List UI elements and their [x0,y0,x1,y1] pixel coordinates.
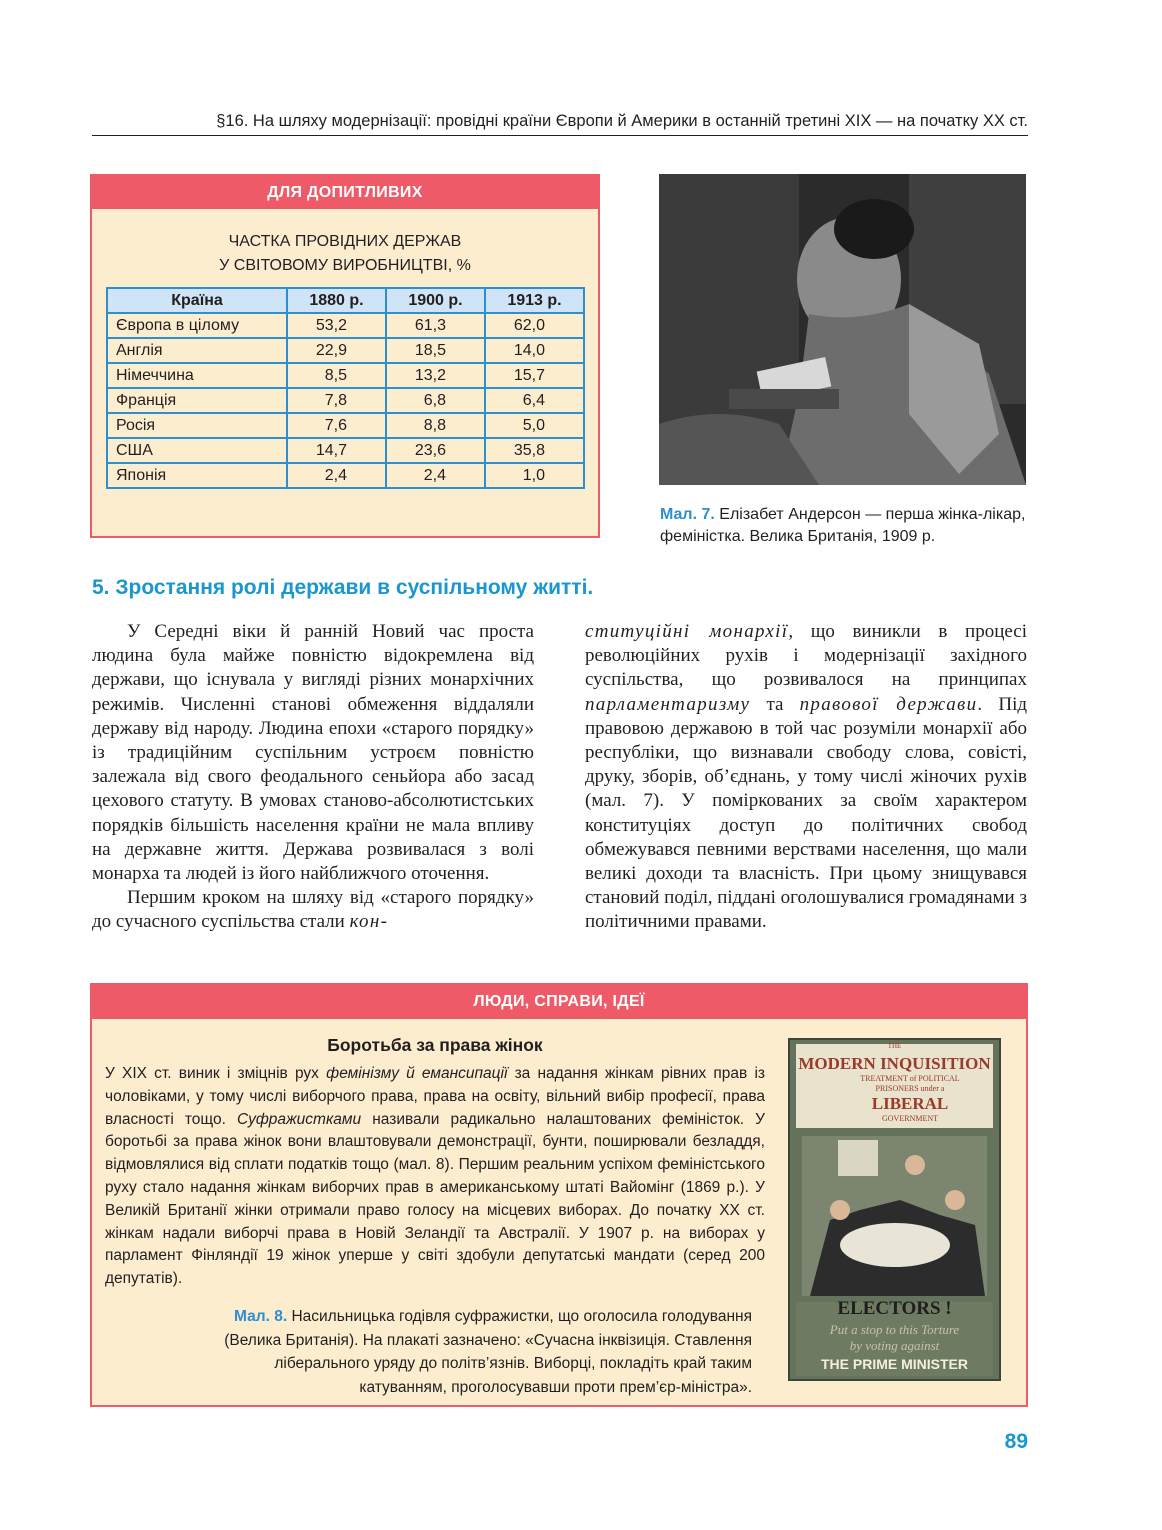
figure-7-caption [660,504,1030,548]
table-row [107,338,584,363]
table-cell: 23,6 [386,438,485,463]
body-column-left [92,620,534,935]
paragraph-text: та [750,693,800,715]
table-cell: 53,2 [287,313,386,338]
poster-government: GOVERNMENT [882,1114,938,1123]
table-row [107,438,584,463]
people-box [90,983,1028,1407]
table-cell: 14,0 [485,338,584,363]
poster-subtitle-2: PRISONERS under a [875,1084,945,1093]
table-cell: 8,8 [386,413,485,438]
table-cell: 35,8 [485,438,584,463]
production-share-table [106,287,585,489]
running-head: §16. На шляху модернізації: провідні країни Європи й Америки в останній третині XIX — на початку XX ст. [216,112,1028,130]
poster-liberal: LIBERAL [871,1094,949,1113]
figure-7-label: Мал. 7. [660,506,715,523]
paragraph-text: . Під правовою державою в той час розуміли монархії або республіки, що визнавали свободу слова, совісті, друку, зборів, об’єднань, у тому числі жіночих рухів (мал. 7). У поміркованих за своїм характером конституціях доступ до політичних свобод обмежувався певними верствами населення, що мали великі доходи та власність. При цьому знищувався становий поділ, піддані оголошувалися громадянами з політичними правами. [585,693,1028,933]
page-number: 89 [1004,1430,1028,1453]
column-header: 1900 р. [386,288,485,313]
column-header: Країна [107,288,287,313]
figure-8-label: Мал. 8. [234,1308,288,1325]
table-cell: 61,3 [386,313,485,338]
emphasis-term: ституційні монархії [585,621,789,642]
emphasis-term: Суфражистками [237,1110,362,1128]
table-cell: 2,4 [386,463,485,488]
table-cell: 8,5 [287,363,386,388]
table-cell: Європа в цілому [107,313,287,338]
table-row [107,363,584,388]
emphasis-term: фемінізму й емансипації [326,1065,508,1082]
curious-box [90,174,600,538]
paragraph-text: Першим кроком на шляху від «старого порядку» до сучасного суспільства стали [92,887,534,933]
paragraph-text: називали радикально налаштованих феміністок. У боротьбі за права жінок вони влаштовували демонстрації, бунти, поширювали безладдя, відмовлялися від сплати податків тощо (мал. 8). Першим реальним успіхом феміністського руху стало надання жінкам виборчих прав в американському штаті Вайомінг (1869 р.). У Великій Британії жінки отримали право голосу на місцевих виборах. До початку XX ст. жінкам надали виборчі права в Новій Зеландії та Австралії. У 1907 р. на виборах у парламент Фінляндії 19 жінок уперше у світі здобули депутатські мандати (серед 200 депутатів). [105,1110,765,1288]
table-cell: 6,4 [485,388,584,413]
emphasis-term: правової держави [799,693,978,715]
body-column-right [585,620,1027,935]
paragraph [585,620,1027,935]
table-cell: 22,9 [287,338,386,363]
table-title [92,230,598,278]
table-cell: Англія [107,338,287,363]
table-cell: Росія [107,413,287,438]
table-row [107,388,584,413]
people-box-text [105,1063,765,1291]
table-row [107,463,584,488]
section-heading: 5. Зростання ролі держави в суспільному житті. [92,576,594,599]
figure-7-caption-text: Елізабет Андерсон — перша жінка-лікар, феміністка. Велика Британія, 1909 р. [660,506,1026,545]
table-cell: 14,7 [287,438,386,463]
paragraph [92,886,534,934]
emphasis-term: парламентаризму [585,693,751,715]
table-cell: США [107,438,287,463]
table-cell: 7,8 [287,388,386,413]
poster-electors: ELECTORS ! [837,1298,952,1319]
table-title-line2: У СВІТОВОМУ ВИРОБНИЦТВІ, % [219,257,471,274]
table-cell: 2,4 [287,463,386,488]
table-cell: 15,7 [485,363,584,388]
table-cell: 13,2 [386,363,485,388]
table-header-row [107,288,584,313]
paragraph-text: , що виникли в процесі революційних рухів і модернізації західного суспільства, що розвивалося на принципах [585,621,1027,691]
table-cell: 62,0 [485,313,584,338]
anderson-photo [659,174,1026,485]
figure-8-caption [217,1305,752,1399]
poster-prime-minister: THE PRIME MINISTER [820,1356,968,1372]
curious-box-header: ДЛЯ ДОПИТЛИВИХ [92,176,598,209]
emphasis-term: кон- [349,911,389,933]
paragraph-text: У XIX ст. виник і зміцнів рух [105,1065,327,1082]
table-cell: 5,0 [485,413,584,438]
poster-subtitle-1: TREATMENT of POLITICAL [860,1074,960,1083]
paragraph [105,1063,765,1291]
table-row [107,313,584,338]
table-cell: 18,5 [386,338,485,363]
header-divider [92,135,1028,136]
column-header: 1913 р. [485,288,584,313]
table-row [107,413,584,438]
paragraph: У Середні віки й ранній Новий час проста людина була майже повністю відокремлена від держави, що існувала у вигляді різних монархічних режимів. Численні станові обмеження віддаляли державу від народу. Людина епохи «старого порядку» із традиційним суспільним устроєм повністю залежала від свого феодального сеньйора або засад цехового статуту. В умовах станово-абсолютистських порядків більшість населення країни не мала впливу на державне життя. Держава розвивалася з волі монарха та людей із його найближчого оточення. [92,621,534,885]
table-cell: 1,0 [485,463,584,488]
poster-put-a-stop: Put a stop to this Torture [829,1322,960,1337]
poster-by-voting: by voting against [849,1338,940,1353]
table-cell: 6,8 [386,388,485,413]
table-cell: Франція [107,388,287,413]
figure-8-caption-text: Насильницька годівля суфражистки, що оголосила голодування (Велика Британія). На плакаті зазначено: «Сучасна інквізиція. Ставлення ліберального уряду до політв’язнів. Виборці, покладіть край таким катуванням, проголосувавши проти прем’єр-міністра». [224,1308,752,1396]
anderson-photo-illustration [659,174,1026,485]
table-cell: 7,6 [287,413,386,438]
suffragette-poster [788,1038,1001,1381]
poster-the: THE [887,1042,902,1050]
table-cell: Японія [107,463,287,488]
table-cell: Німеччина [107,363,287,388]
people-box-title: Боротьба за права жінок [327,1035,543,1055]
paragraph-text: за надання жінкам рівних прав із чоловіками, у тому числі виборчого права, права на освіту, вільний вибір професії, права власності тощо. [105,1065,765,1128]
people-box-header: ЛЮДИ, СПРАВИ, ІДЕЇ [92,985,1026,1019]
table-title-line1: ЧАСТКА ПРОВІДНИХ ДЕРЖАВ [228,233,462,250]
poster-title: MODERN INQUISITION [798,1054,991,1073]
column-header: 1880 р. [287,288,386,313]
